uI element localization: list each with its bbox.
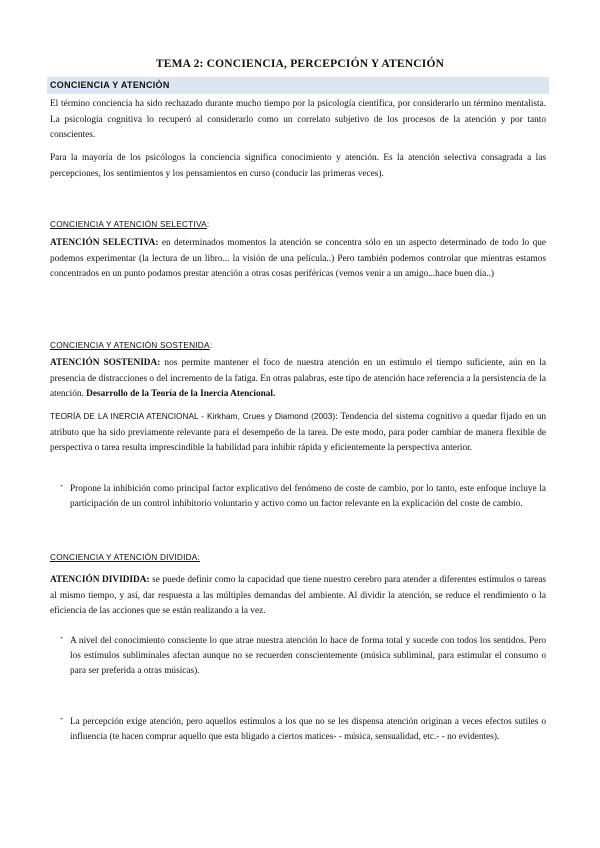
section-header-bar <box>47 77 549 94</box>
dividida-bullet-2 <box>60 715 546 745</box>
selectiva-text: en determinados momentos la atención se concentra sólo en un aspecto determinado de todo lo que podemos experimentar (la lectura de un libro... la visión de una película..) Pero también podemos controlar que mientras estamos concentrados en un punto podamos prestar atención a otras cosas periféricas (vemos venir a un amigo...hace buen día..) <box>50 238 547 279</box>
dividida-heading <box>50 547 546 565</box>
bullet-marker: - <box>60 713 63 723</box>
selectiva-paragraph <box>50 236 546 283</box>
intro-paragraph-1: El término conciencia ha sido rechazado durante mucho tiempo por la psicología científica, por considerarlo un término mentalista. La psicología cognitiva lo recuperó al considerarlo como un correlato subjetivo de los procesos de la atención y por tanto conscientes. <box>50 99 546 140</box>
dividida-bullet-1 <box>60 634 546 679</box>
sostenida-text: nos permite mantener el foco de nuestra atención en un estímulo el tiempo suficiente, aún en la presencia de distracciones o del incremento de la fatiga. En otras palabras, este tipo de atención hace referencia a la persistencia de la atención. <box>50 358 546 399</box>
dividida-bullet-2-text: La percepción exige atención, pero aquellos estímulos a los que no se les dispensa atención originan a veces efectos sutiles o influencia (te hacen comprar aquello que esta bligado a ciertos matices- - música, sensualidad, etc.- - no evidentes). <box>70 717 546 742</box>
page-title: TEMA 2: CONCIENCIA, PERCEPCIÓN Y ATENCIÓN <box>155 58 445 70</box>
selectiva-heading-text: CONCIENCIA Y ATENCIÓN SELECTIVA <box>50 219 207 229</box>
sostenida-paragraph <box>50 356 546 403</box>
dividida-paragraph <box>50 573 546 620</box>
sostenida-bullet-text: Propone la inhibición como principal factor explicativo del fenómeno de coste de cambio, por lo tanto, este enfoque incluye la participación de un control inhibitorio voluntario y activo como un factor relevante en la explicación del coste de cambio. <box>70 484 546 509</box>
sostenida-heading-text: CONCIENCIA Y ATENCIÓN SOSTENIDA <box>50 340 210 350</box>
dividida-text: se puede definir como la capacidad que tiene nuestro cerebro para atender a diferentes estímulos o tareas al mismo tiempo, y así, dar respuesta a las múltiples demandas del ambiente. Al dividir la atención, se reduce el rendimiento o la eficiencia de las acciones que se están realizando a la vez. <box>50 575 546 616</box>
sostenida-text-bold: Desarrollo de la Teoría de la Inercia Atencional. <box>86 389 276 399</box>
dividida-term: ATENCIÓN DIVIDIDA: <box>50 575 150 585</box>
intro-paragraph-2: Para la mayoría de los psicólogos la conciencia significa conocimiento y atención. Es la atención selectiva consagrada a las percepciones, los sentimientos y los pensamientos en curso (conducir las primeras veces). <box>50 153 546 179</box>
sostenida-heading <box>50 335 546 353</box>
dividida-bullet-1-text: A nivel del conocimiento consciente lo que atrae nuestra atención lo hace de forma total y sucede con todos los sentidos. Pero los estímulos subliminales afectan aunque no se recuerden conscientemente (música subliminal, para estimular el consumo o para ser preferida a otras músicas). <box>70 636 546 676</box>
inercia-paragraph <box>50 409 546 457</box>
sostenida-term: ATENCIÓN SOSTENIDA: <box>50 358 161 368</box>
bullet-marker: - <box>60 632 63 642</box>
section-header: CONCIENCIA Y ATENCIÒN <box>50 80 170 90</box>
inercia-label: TEORÍA DE LA INERCIA ATENCIONAL - Kirkham, Crues y Diamond (2003) <box>50 411 336 421</box>
bullet-marker: - <box>60 480 63 490</box>
inercia-text: : Tendencia del sistema cognitivo a quedar fijado en un atributo que ha sido previamente relevante para el desempeño de la tarea. De este modo, para poder cambiar de manera flexible de perspectiva o tarea resulta imprescindible la habilidad para inhibir rápida y eficientemente la perspectiva anterior. <box>50 412 546 453</box>
sostenida-heading-colon: : <box>209 340 213 350</box>
selectiva-heading <box>50 214 546 232</box>
sostenida-bullet <box>60 482 546 512</box>
dividida-heading-text: CONCIENCIA Y ATENCIÓN DIVIDIDA: <box>50 552 201 562</box>
selectiva-term: ATENCIÓN SELECTIVA: <box>50 238 159 248</box>
selectiva-heading-colon: : <box>206 219 210 229</box>
